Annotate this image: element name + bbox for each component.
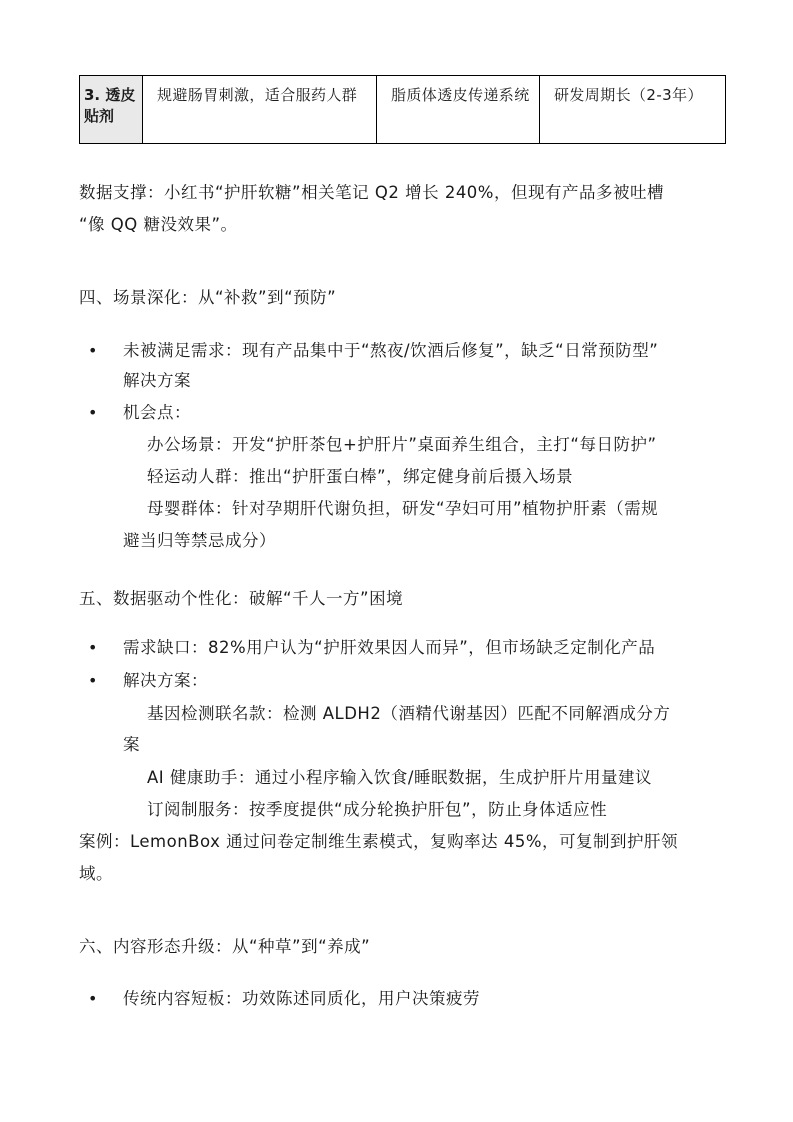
section6-bullet1: 传统内容短板：功效陈述同质化，用户决策疲劳: [123, 989, 480, 1008]
section4-bullet1-line2: 解决方案: [123, 371, 191, 390]
bullet-dot: •: [88, 403, 98, 422]
spec-table: [79, 75, 726, 144]
data-support-line1: 数据支撑：小红书“护肝软糖”相关笔记 Q2 增长 240%，但现有产品多被吐槽: [79, 183, 664, 202]
section5-heading: 五、数据驱动个性化：破解“千人一方”困境: [79, 589, 404, 608]
section4-bullet1-line1: 未被满足需求：现有产品集中于“熬夜/饮酒后修复”，缺乏“日常预防型”: [123, 341, 659, 360]
section5-item2: AI 健康助手：通过小程序输入饮食/睡眠数据，生成护肝片用量建议: [147, 768, 652, 787]
section4-heading: 四、场景深化：从“补救”到“预防”: [79, 288, 337, 307]
section4-bullet2: 机会点：: [123, 403, 191, 422]
bullet-dot: •: [88, 671, 98, 690]
section4-item3-line1: 母婴群体：针对孕期肝代谢负担，研发“孕妇可用”植物护肝素（需规: [147, 499, 659, 518]
section5-item3: 订阅制服务：按季度提供“成分轮换护肝包”，防止身体适应性: [147, 800, 608, 819]
bullet-dot: •: [88, 638, 98, 657]
table-cell-challenge: 研发周期长（2-3年）: [540, 76, 726, 144]
table-cell-advantage: 规避肠胃刺激，适合服药人群: [143, 76, 377, 144]
case-line1: 案例：LemonBox 通过问卷定制维生素模式，复购率达 45%，可复制到护肝领: [79, 832, 679, 851]
bullet-dot: •: [88, 989, 98, 1008]
section4-item2: 轻运动人群：推出“护肝蛋白棒”，绑定健身前后摄入场景: [147, 467, 574, 486]
table-cell-method: 3. 透皮贴剂: [80, 76, 143, 144]
bullet-dot: •: [88, 341, 98, 360]
table-row: [80, 76, 726, 144]
section4-item3-line2: 避当归等禁忌成分）: [123, 531, 276, 550]
data-support-line2: “像 QQ 糖没效果”。: [79, 215, 238, 234]
section6-heading: 六、内容形态升级：从“种草”到“养成”: [79, 937, 371, 956]
section4-item1: 办公场景：开发“护肝茶包+护肝片”桌面养生组合，主打“每日防护”: [147, 435, 657, 454]
section5-bullet1: 需求缺口：82%用户认为“护肝效果因人而异”，但市场缺乏定制化产品: [123, 638, 656, 657]
table-cell-technology: 脂质体透皮传递系统: [377, 76, 540, 144]
section5-bullet2: 解决方案：: [123, 671, 208, 690]
case-line2: 域。: [79, 864, 113, 883]
section5-item1-line1: 基因检测联名款：检测 ALDH2（酒精代谢基因）匹配不同解酒成分方: [147, 704, 671, 723]
section5-item1-line2: 案: [123, 735, 140, 754]
